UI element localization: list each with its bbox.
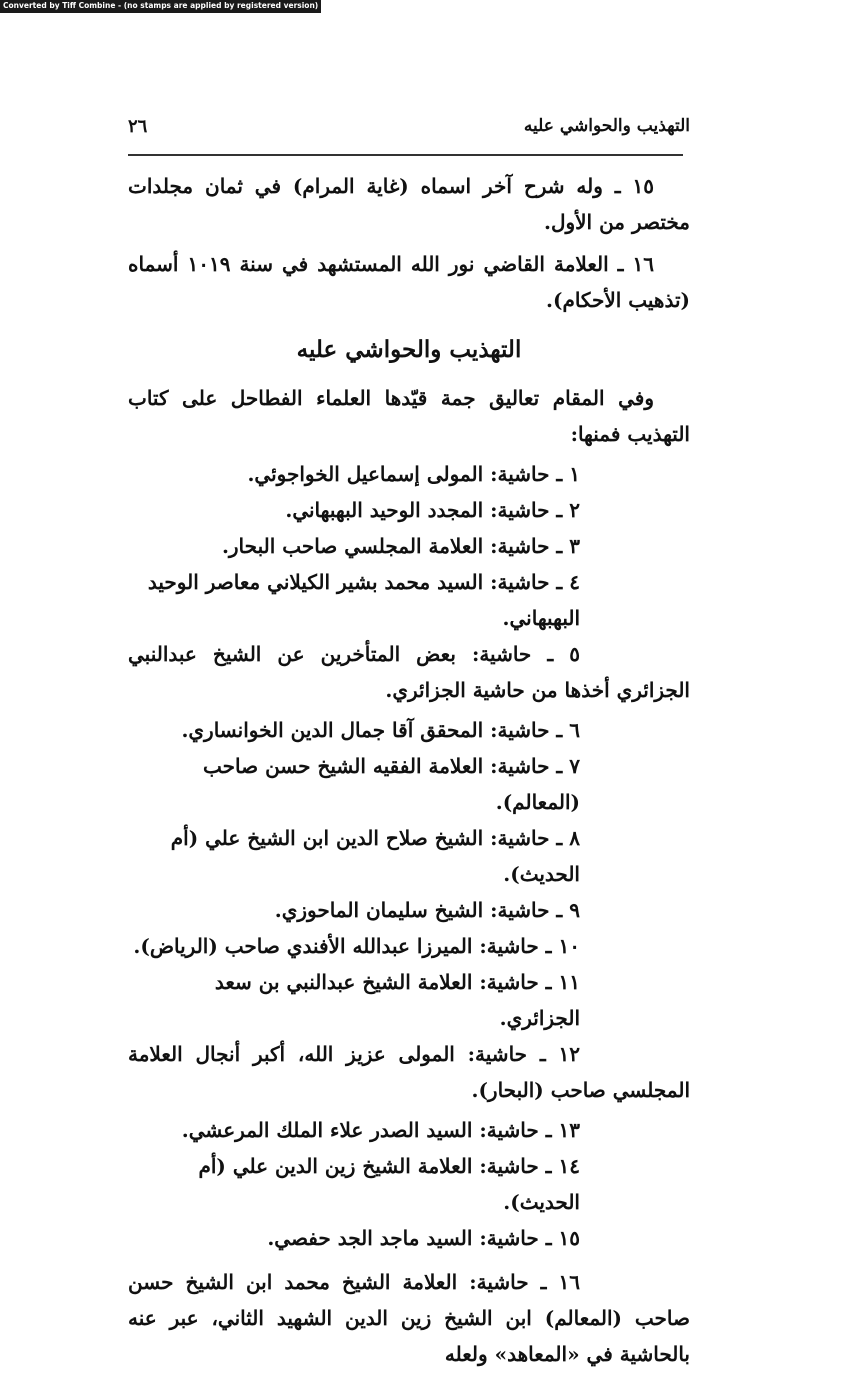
gloss-item: ١ ـ حاشية: المولى إسماعيل الخواجوئي.: [247, 462, 580, 486]
list-item: ١٥ ـ وله شرح آخر اسماه (غاية المرام) في ثمان مجلدات مختصر من الأول.: [128, 174, 690, 234]
gloss-list: [128, 456, 690, 1372]
section-heading: التهذيب والحواشي عليه: [296, 336, 522, 363]
running-title: التهذيب والحواشي عليه: [523, 116, 690, 136]
gloss-item: ٧ ـ حاشية: العلامة الفقيه الشيخ حسن صاحب (المعالم).: [203, 754, 580, 814]
page-number: ٢٦: [128, 116, 148, 137]
running-head: [128, 112, 690, 142]
conversion-watermark: Converted by Tiff Combine - (no stamps are applied by registered version): [0, 0, 321, 13]
gloss-item: ١٢ ـ حاشية: المولى عزيز الله، أكبر أنجال العلامة المجلسي صاحب (البحار).: [128, 1042, 690, 1102]
page-header: [128, 112, 690, 142]
gloss-item: ١١ ـ حاشية: العلامة الشيخ عبدالنبي بن سعد الجزائري.: [214, 970, 580, 1030]
page-body: [128, 168, 690, 1376]
header-rule: [128, 154, 683, 156]
section-intro: وفي المقام تعاليق جمة قيّدها العلماء الفطاحل على كتاب التهذيب فمنها:: [128, 386, 690, 446]
gloss-item: ٩ ـ حاشية: الشيخ سليمان الماحوزي.: [274, 898, 580, 922]
gloss-item: ١٤ ـ حاشية: العلامة الشيخ زين الدين علي (أم الحديث).: [198, 1154, 580, 1214]
gloss-item: ١٦ ـ حاشية: العلامة الشيخ محمد ابن الشيخ حسن صاحب (المعالم) ابن الشيخ زين الدين الشهيد الثاني، عبر عنه بالحاشية في «المعاهد» ولعله: [128, 1270, 690, 1366]
gloss-item: ٢ ـ حاشية: المجدد الوحيد البهبهاني.: [285, 498, 580, 522]
gloss-item: ١٥ ـ حاشية: السيد ماجد الجد حفصي.: [267, 1226, 580, 1250]
gloss-item: ٦ ـ حاشية: المحقق آقا جمال الدين الخوانساري.: [181, 718, 580, 742]
gloss-item: ٣ ـ حاشية: العلامة المجلسي صاحب البحار.: [221, 534, 580, 558]
gloss-item: ٥ ـ حاشية: بعض المتأخرين عن الشيخ عبدالنبي الجزائري أخذها من حاشية الجزائري.: [128, 642, 690, 702]
gloss-item: ٨ ـ حاشية: الشيخ صلاح الدين ابن الشيخ علي (أم الحديث).: [170, 826, 580, 886]
gloss-item: ١٣ ـ حاشية: السيد الصدر علاء الملك المرعشي.: [181, 1118, 580, 1142]
gloss-item: ٤ ـ حاشية: السيد محمد بشير الكيلاني معاصر الوحيد البهبهاني.: [147, 570, 580, 630]
list-item: ١٦ ـ العلامة القاضي نور الله المستشهد في سنة ١٠١٩ أسماه (تذهيب الأحكام).: [128, 252, 690, 312]
gloss-item: ١٠ ـ حاشية: الميرزا عبدالله الأفندي صاحب (الرياض).: [133, 934, 580, 958]
